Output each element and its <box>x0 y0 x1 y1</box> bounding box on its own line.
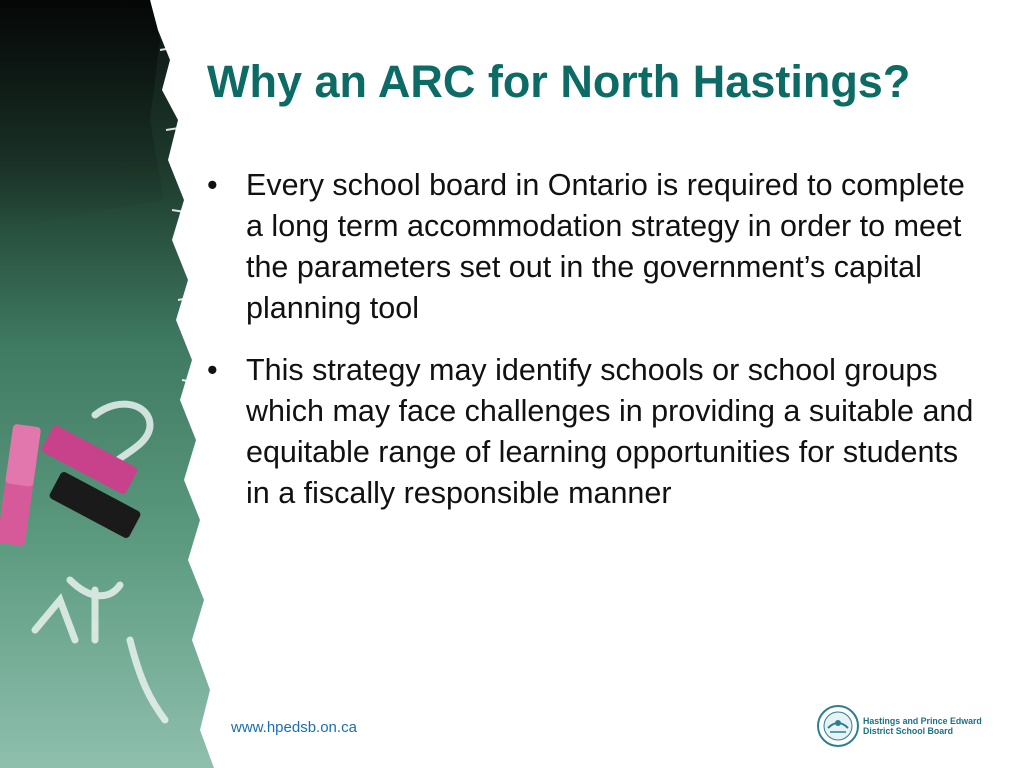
school-board-logo <box>816 704 1002 750</box>
logo-line-2: District School Board <box>863 726 953 736</box>
bullet-item <box>207 350 977 514</box>
logo-text <box>863 716 982 736</box>
bullet-text: This strategy may identify schools or school groups which may face challenges in providing a suitable and equitable range of learning opportunities for students in a fiscally responsible manner <box>246 353 974 510</box>
bullet-icon: • <box>207 168 218 202</box>
bullet-icon: • <box>207 353 218 387</box>
bullet-item <box>207 165 977 329</box>
bullet-text: Every school board in Ontario is required to complete a long term accommodation strategy in order to meet the parameters set out in the government’s capital planning tool <box>246 168 965 325</box>
slide-title: Why an ARC for North Hastings? <box>207 56 911 107</box>
website-link[interactable]: www.hpedsb.on.ca <box>231 719 357 736</box>
logo-line-1: Hastings and Prince Edward <box>863 716 982 726</box>
chalkboard-art <box>0 0 240 768</box>
seal-icon <box>816 704 860 748</box>
bullet-list <box>207 165 977 535</box>
